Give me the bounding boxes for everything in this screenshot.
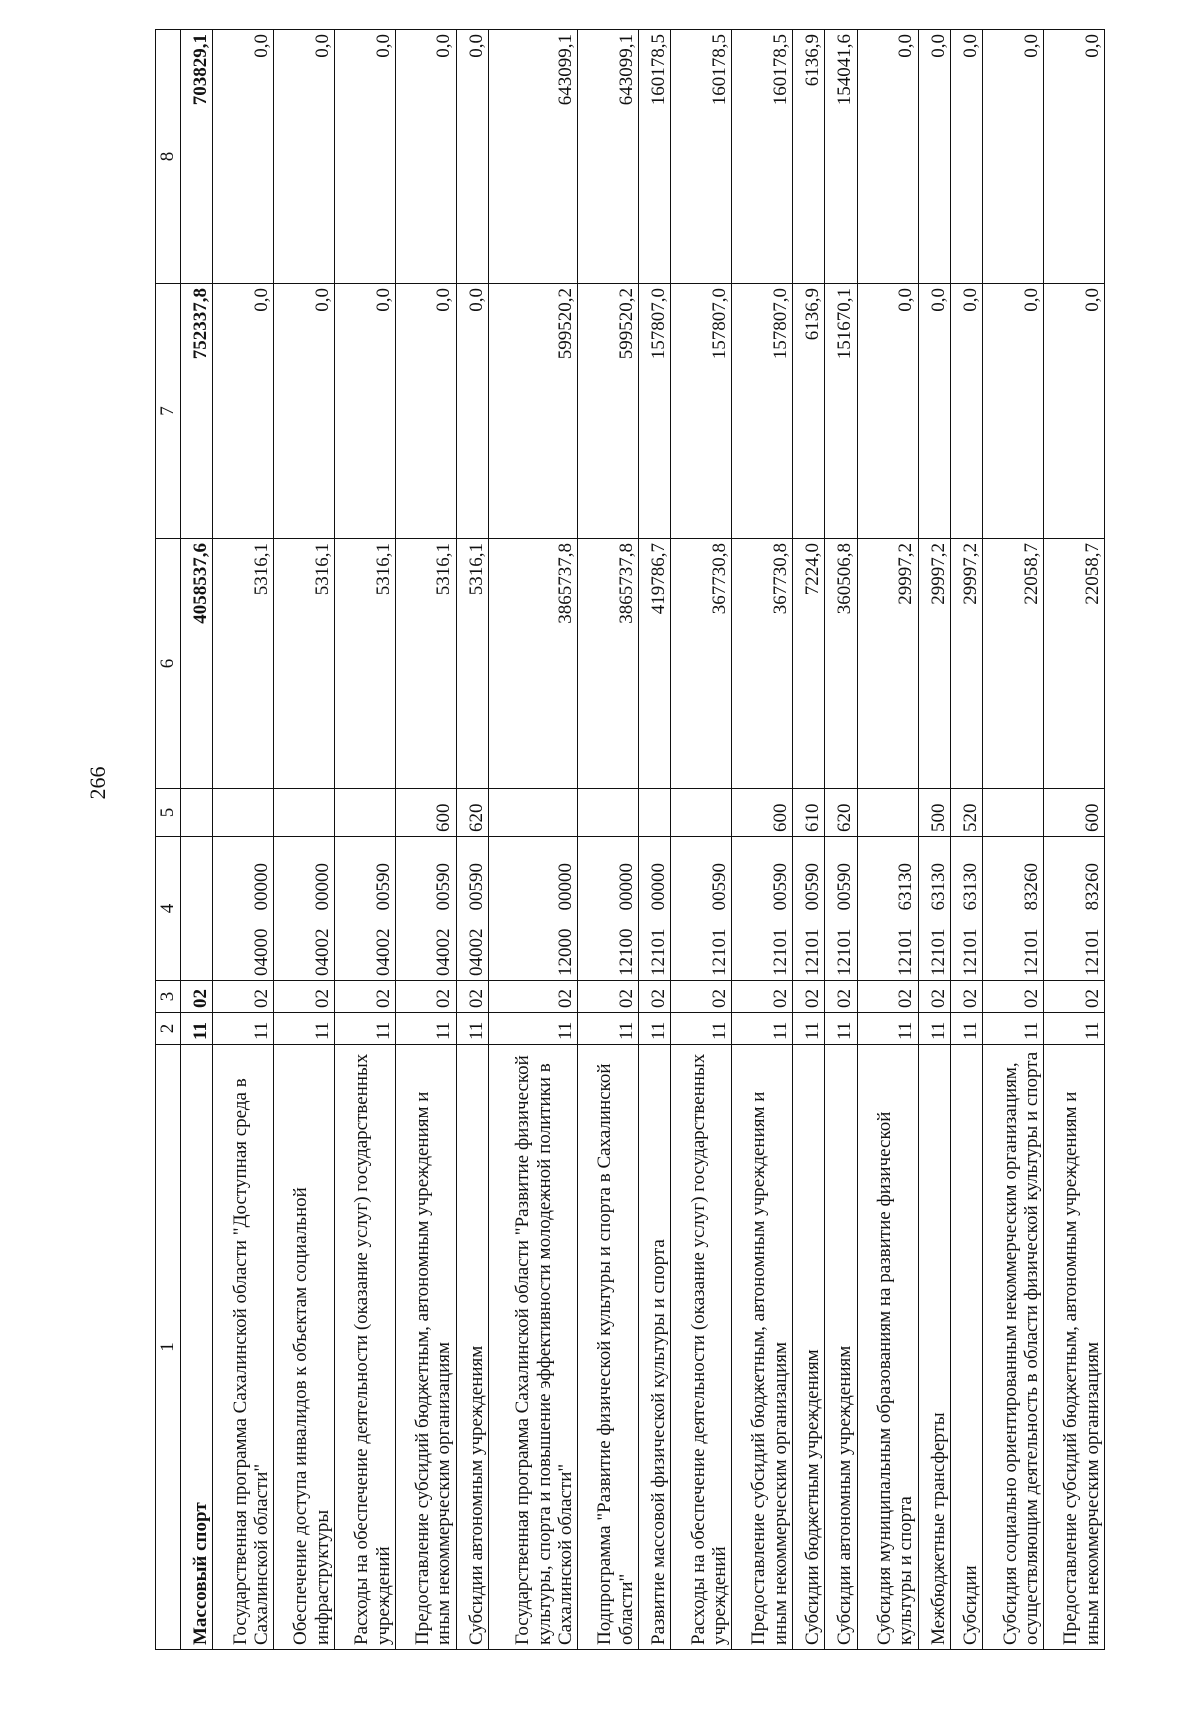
rotated-page-content: [155, 30, 1105, 1650]
section-code-cell: 11: [950, 1013, 982, 1045]
table-row: [181, 30, 213, 1650]
row-name-cell: Субсидии автономным учреждениям: [456, 1045, 488, 1650]
amount-2020-cell: 0,0: [213, 284, 274, 539]
table-row: [792, 30, 824, 1650]
subsection-code-cell: 02: [918, 981, 950, 1013]
amount-2021-cell: 160178,5: [638, 30, 670, 284]
direction-code-cell: 00590: [456, 837, 488, 915]
column-number-header: [156, 30, 181, 1650]
amount-2021-cell: 0,0: [395, 30, 456, 284]
subsection-code-cell: 02: [488, 981, 577, 1013]
section-code-cell: 11: [456, 1013, 488, 1045]
col-header-6: 6: [156, 539, 181, 789]
subsection-code-cell: 02: [638, 981, 670, 1013]
subsection-code-cell: 02: [1044, 981, 1105, 1013]
program-code-cell: 12101: [1044, 915, 1105, 981]
program-code-cell: 04000: [213, 915, 274, 981]
row-name-cell: Межбюджетные трансферты: [918, 1045, 950, 1650]
row-name-cell: Расходы на обеспечение деятельности (оказание услуг) государственных учреждений: [671, 1045, 732, 1650]
amount-2019-cell: 367730,8: [732, 539, 793, 789]
direction-code-cell: 00590: [792, 837, 824, 915]
table-row: [213, 30, 274, 1650]
program-code-cell: 12101: [638, 915, 670, 981]
amount-2019-cell: 3865737,8: [488, 539, 577, 789]
expense-type-cell: 520: [950, 789, 982, 837]
expense-type-cell: [578, 789, 639, 837]
table-row: [638, 30, 670, 1650]
row-name-cell: Массовый спорт: [181, 1045, 213, 1650]
expense-type-cell: 500: [918, 789, 950, 837]
expense-type-cell: [857, 789, 918, 837]
amount-2020-cell: 0,0: [857, 284, 918, 539]
expense-type-cell: [671, 789, 732, 837]
section-code-cell: 11: [857, 1013, 918, 1045]
table-row: [825, 30, 857, 1650]
amount-2020-cell: 0,0: [334, 284, 395, 539]
row-name-cell: Субсидии бюджетным учреждениям: [792, 1045, 824, 1650]
table-row: [395, 30, 456, 1650]
section-code-cell: 11: [181, 1013, 213, 1045]
amount-2020-cell: 0,0: [274, 284, 335, 539]
amount-2021-cell: 0,0: [983, 30, 1044, 284]
amount-2019-cell: 7224,0: [792, 539, 824, 789]
subsection-code-cell: 02: [983, 981, 1044, 1013]
subsection-code-cell: 02: [395, 981, 456, 1013]
row-name-cell: Подпрограмма "Развитие физической культуры и спорта в Сахалинской области": [578, 1045, 639, 1650]
page-number: 266: [85, 766, 110, 800]
amount-2020-cell: 752337,8: [181, 284, 213, 539]
table-body: [181, 30, 1105, 1650]
amount-2020-cell: 0,0: [918, 284, 950, 539]
col-header-7: 7: [156, 284, 181, 539]
col-header-8: 8: [156, 30, 181, 284]
program-code-cell: 12101: [983, 915, 1044, 981]
program-code-cell: 12101: [825, 915, 857, 981]
subsection-code-cell: 02: [181, 981, 213, 1013]
section-code-cell: 11: [918, 1013, 950, 1045]
program-code-cell: 12101: [732, 915, 793, 981]
expense-type-cell: [983, 789, 1044, 837]
amount-2021-cell: 6136,9: [792, 30, 824, 284]
amount-2019-cell: 5316,1: [456, 539, 488, 789]
amount-2019-cell: 360506,8: [825, 539, 857, 789]
direction-code-cell: 00590: [334, 837, 395, 915]
direction-code-cell: 00590: [671, 837, 732, 915]
row-name-cell: Государственная программа Сахалинской области "Доступная среда в Сахалинской области": [213, 1045, 274, 1650]
amount-2021-cell: 160178,5: [732, 30, 793, 284]
row-name-cell: Предоставление субсидий бюджетным, автономным учреждениям и иным некоммерческим организациям: [395, 1045, 456, 1650]
direction-code-cell: [181, 837, 213, 915]
program-code-cell: 04002: [274, 915, 335, 981]
amount-2021-cell: 0,0: [857, 30, 918, 284]
row-name-cell: Развитие массовой физической культуры и спорта: [638, 1045, 670, 1650]
amount-2019-cell: 22058,7: [983, 539, 1044, 789]
amount-2021-cell: 0,0: [334, 30, 395, 284]
direction-code-cell: 00000: [578, 837, 639, 915]
program-code-cell: 04002: [456, 915, 488, 981]
subsection-code-cell: 02: [732, 981, 793, 1013]
subsection-code-cell: 02: [578, 981, 639, 1013]
amount-2019-cell: 5316,1: [213, 539, 274, 789]
amount-2020-cell: 157807,0: [638, 284, 670, 539]
table-row: [950, 30, 982, 1650]
table-row: [857, 30, 918, 1650]
direction-code-cell: 63130: [950, 837, 982, 915]
direction-code-cell: 00000: [274, 837, 335, 915]
section-code-cell: 11: [1044, 1013, 1105, 1045]
amount-2021-cell: 643099,1: [578, 30, 639, 284]
amount-2020-cell: 151670,1: [825, 284, 857, 539]
amount-2019-cell: 5316,1: [395, 539, 456, 789]
direction-code-cell: 83260: [1044, 837, 1105, 915]
row-name-cell: Государственная программа Сахалинской области "Развитие физической культуры, спорта и повышение эффективности молодежной политики в Сахалинской области": [488, 1045, 577, 1650]
program-code-cell: [181, 915, 213, 981]
expense-type-cell: [488, 789, 577, 837]
expense-type-cell: 620: [456, 789, 488, 837]
table-row: [456, 30, 488, 1650]
direction-code-cell: 00000: [213, 837, 274, 915]
amount-2019-cell: 367730,8: [671, 539, 732, 789]
amount-2021-cell: 0,0: [456, 30, 488, 284]
table-row: [918, 30, 950, 1650]
section-code-cell: 11: [213, 1013, 274, 1045]
direction-code-cell: 83260: [983, 837, 1044, 915]
row-name-cell: Предоставление субсидий бюджетным, автономным учреждениям и иным некоммерческим организациям: [1044, 1045, 1105, 1650]
section-code-cell: 11: [825, 1013, 857, 1045]
amount-2019-cell: 29997,2: [918, 539, 950, 789]
table-row: [334, 30, 395, 1650]
col-header-1: 1: [156, 1045, 181, 1650]
amount-2019-cell: 5316,1: [274, 539, 335, 789]
amount-2020-cell: 0,0: [395, 284, 456, 539]
program-code-cell: 12101: [918, 915, 950, 981]
expense-type-cell: 600: [395, 789, 456, 837]
amount-2021-cell: 703829,1: [181, 30, 213, 284]
table-row: [1044, 30, 1105, 1650]
subsection-code-cell: 02: [274, 981, 335, 1013]
section-code-cell: 11: [395, 1013, 456, 1045]
direction-code-cell: 63130: [918, 837, 950, 915]
direction-code-cell: 00590: [825, 837, 857, 915]
col-header-2: 2: [156, 1013, 181, 1045]
subsection-code-cell: 02: [334, 981, 395, 1013]
row-name-cell: Расходы на обеспечение деятельности (оказание услуг) государственных учреждений: [334, 1045, 395, 1650]
amount-2020-cell: 0,0: [950, 284, 982, 539]
subsection-code-cell: 02: [950, 981, 982, 1013]
amount-2019-cell: 5316,1: [334, 539, 395, 789]
subsection-code-cell: 02: [456, 981, 488, 1013]
section-code-cell: 11: [792, 1013, 824, 1045]
row-name-cell: Обеспечение доступа инвалидов к объектам социальной инфраструктуры: [274, 1045, 335, 1650]
col-header-3: 3: [156, 981, 181, 1013]
section-code-cell: 11: [638, 1013, 670, 1045]
program-code-cell: 12000: [488, 915, 577, 981]
amount-2019-cell: 22058,7: [1044, 539, 1105, 789]
direction-code-cell: 00590: [732, 837, 793, 915]
amount-2020-cell: 157807,0: [671, 284, 732, 539]
direction-code-cell: 00590: [395, 837, 456, 915]
program-code-cell: 12101: [950, 915, 982, 981]
program-code-cell: 04002: [334, 915, 395, 981]
amount-2021-cell: 0,0: [274, 30, 335, 284]
subsection-code-cell: 02: [825, 981, 857, 1013]
expense-type-cell: [181, 789, 213, 837]
expense-type-cell: 600: [1044, 789, 1105, 837]
table-row: [732, 30, 793, 1650]
direction-code-cell: 00000: [638, 837, 670, 915]
expense-type-cell: [334, 789, 395, 837]
expense-type-cell: 600: [732, 789, 793, 837]
section-code-cell: 11: [274, 1013, 335, 1045]
amount-2021-cell: 160178,5: [671, 30, 732, 284]
direction-code-cell: 00000: [488, 837, 577, 915]
row-name-cell: Предоставление субсидий бюджетным, автономным учреждениям и иным некоммерческим организациям: [732, 1045, 793, 1650]
row-name-cell: Субсидия муниципальным образованиям на развитие физической культуры и спорта: [857, 1045, 918, 1650]
section-code-cell: 11: [488, 1013, 577, 1045]
table-row: [578, 30, 639, 1650]
program-code-cell: 12101: [671, 915, 732, 981]
amount-2021-cell: 0,0: [918, 30, 950, 284]
table-row: [983, 30, 1044, 1650]
amount-2019-cell: 4058537,6: [181, 539, 213, 789]
table-row: [488, 30, 577, 1650]
program-code-cell: 12100: [578, 915, 639, 981]
amount-2019-cell: 29997,2: [857, 539, 918, 789]
table-row: [274, 30, 335, 1650]
amount-2019-cell: 29997,2: [950, 539, 982, 789]
expense-type-cell: 610: [792, 789, 824, 837]
section-code-cell: 11: [732, 1013, 793, 1045]
section-code-cell: 11: [578, 1013, 639, 1045]
program-code-cell: 04002: [395, 915, 456, 981]
amount-2020-cell: 6136,9: [792, 284, 824, 539]
expense-type-cell: [638, 789, 670, 837]
program-code-cell: 12101: [792, 915, 824, 981]
budget-table: [155, 29, 1105, 1650]
section-code-cell: 11: [334, 1013, 395, 1045]
amount-2020-cell: 599520,2: [488, 284, 577, 539]
section-code-cell: 11: [983, 1013, 1044, 1045]
amount-2020-cell: 0,0: [1044, 284, 1105, 539]
program-code-cell: 12101: [857, 915, 918, 981]
subsection-code-cell: 02: [671, 981, 732, 1013]
amount-2021-cell: 643099,1: [488, 30, 577, 284]
table-row: [671, 30, 732, 1650]
amount-2020-cell: 0,0: [456, 284, 488, 539]
amount-2021-cell: 154041,6: [825, 30, 857, 284]
amount-2020-cell: 0,0: [983, 284, 1044, 539]
subsection-code-cell: 02: [792, 981, 824, 1013]
amount-2021-cell: 0,0: [213, 30, 274, 284]
col-header-5: 5: [156, 789, 181, 837]
col-header-4: 4: [156, 837, 181, 981]
expense-type-cell: [274, 789, 335, 837]
amount-2019-cell: 3865737,8: [578, 539, 639, 789]
amount-2019-cell: 419786,7: [638, 539, 670, 789]
direction-code-cell: 63130: [857, 837, 918, 915]
amount-2020-cell: 157807,0: [732, 284, 793, 539]
expense-type-cell: [213, 789, 274, 837]
amount-2020-cell: 599520,2: [578, 284, 639, 539]
subsection-code-cell: 02: [213, 981, 274, 1013]
section-code-cell: 11: [671, 1013, 732, 1045]
row-name-cell: Субсидии: [950, 1045, 982, 1650]
expense-type-cell: 620: [825, 789, 857, 837]
amount-2021-cell: 0,0: [1044, 30, 1105, 284]
subsection-code-cell: 02: [857, 981, 918, 1013]
amount-2021-cell: 0,0: [950, 30, 982, 284]
row-name-cell: Субсидии автономным учреждениям: [825, 1045, 857, 1650]
row-name-cell: Субсидия социально ориентированным некоммерческим организациям, осуществляющим деятельность в области физической культуры и спорта: [983, 1045, 1044, 1650]
